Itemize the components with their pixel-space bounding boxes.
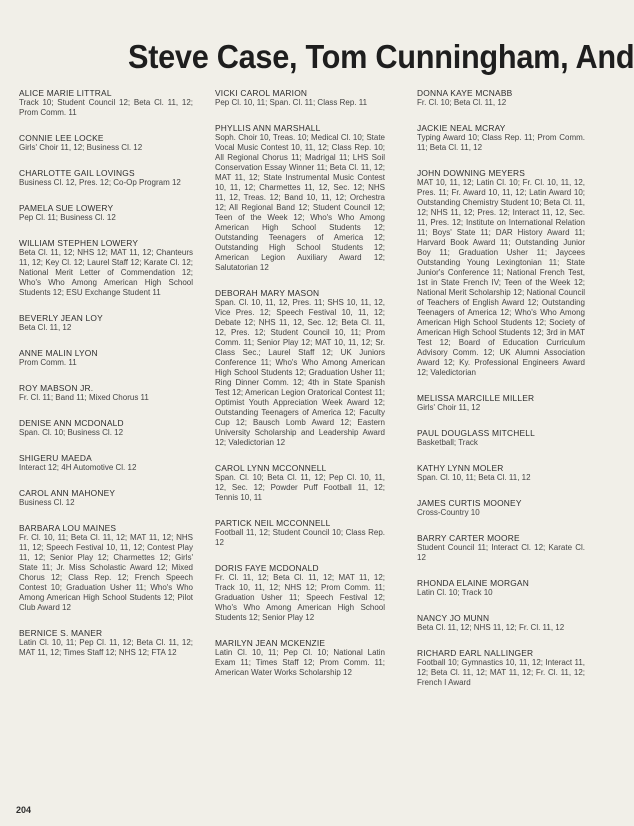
senior-entry [19,348,193,368]
senior-name: MELISSA MARCILLE MILLER [417,393,535,403]
senior-name: RHONDA ELAINE MORGAN [417,578,529,588]
senior-name: JACKIE NEAL MCRAY [417,123,506,133]
senior-activities: Football 10; Gymnastics 10, 11, 12; Interact 11, 12; Beta Cl. 11, 12; MAT 11, 12; Fr. Cl. 11, 12; French I Award [417,658,585,687]
column-1 [19,88,193,673]
senior-name: ANNE MALIN LYON [19,348,98,358]
senior-activities: Soph. Choir 10, Treas. 10; Medical Cl. 10; State Vocal Music Contest 10, 11, 12; Class Rep. 10; All Regional Chorus 11; Madrigal 11; LHS Soil Conservation Essay Winner 11; Beta Cl. 11, 12; MAT 11, 12; State Instrumental Music Contest 10, 11, 12; Charmettes 11, 12, Sec. 12; NHS 11, 12, Treas. 12; Band 10, 11, 12; Orchestra 12; All Regional Band 12; Student Council 12; Teen of the Week 12; Who's Who Among American High School Students 12; Outstanding Teenagers of America 12; Outstanding High School Students 12; American Legion Auxiliary Award 12; Salutatorian 12 [215,133,385,272]
senior-name: DEBORAH MARY MASON [215,288,320,298]
senior-name: WILLIAM STEPHEN LOWERY [19,238,139,248]
senior-name: SHIGERU MAEDA [19,453,92,463]
senior-name: PARTICK NEIL MCCONNELL [215,518,331,528]
senior-name: CAROL LYNN MCCONNELL [215,463,327,473]
senior-activities: Prom Comm. 11 [19,358,77,367]
senior-activities: Span. Cl. 10; Business Cl. 12 [19,428,124,437]
senior-entry [417,88,585,108]
senior-entry [19,523,193,613]
senior-activities: MAT 10, 11, 12; Latin Cl. 10; Fr. Cl. 10, 11, 12, Pres. 11; Fr. Award 10, 11, 12; Latin Award 10; Outstanding Chemistry Student 10; Beta Cl. 11, 12; NHS 11, 12; Pres. 12; Interact 11, 12, Sec. 11, Pres. 12; Institute on International Relation 11; Boys' State 11; DAR History Award 11; Harvard Book Award 11; Outstanding Junior Boy 11; Graduation Usher 11; Jaycees Outstanding Young Lexingtonian 11; State Junior's Conference 11; National French Test, 1st in State French IV; Teen of the Week 12; National Merit Scholarship 12; National Council of Teachers of English Award 12; Outstanding Teenagers of America 12; Who's Who Among American High School Students 12; Society of American High School Students 12; 3rd in MAT Test 12; Board of Education Curriculum Advisory Comm. 12; UK Alumni Association Award 12; Ky. Professional Engineers Award 12; Valedictorian [417,178,585,377]
senior-activities: Football 11, 12; Student Council 10; Class Rep. 12 [215,528,385,547]
senior-activities: Pep Cl. 10, 11; Span. Cl. 11; Class Rep. 11 [215,98,368,107]
senior-entry [417,498,585,518]
senior-entry [19,418,193,438]
senior-activities: Girls' Choir 11, 12 [417,403,481,412]
senior-activities: Fr. Cl. 11, 12; Beta Cl. 11, 12; MAT 11, 12; Track 10, 11, 12; NHS 12; Prom Comm. 11; Graduation Usher 11; Speech Festival 12; Who's Who Among American High School Students 12; Senior Play 12 [215,573,385,622]
senior-name: DORIS FAYE MCDONALD [215,563,319,573]
senior-activities: Beta Cl. 11, 12; NHS 11, 12; Fr. Cl. 11, 12 [417,623,565,632]
senior-activities: Pep Cl. 11; Business Cl. 12 [19,213,116,222]
senior-entry [417,393,585,413]
senior-activities: Fr. Cl. 10; Beta Cl. 11, 12 [417,98,507,107]
senior-activities: Beta Cl. 11, 12 [19,323,72,332]
senior-entry [19,203,193,223]
senior-activities: Span. Cl. 10; Beta Cl. 11, 12; Pep Cl. 10, 11, 12, Sec. 12; Powder Puff Football 11, 12; Tennis 10, 11 [215,473,385,502]
senior-entry [19,488,193,508]
senior-activities: Business Cl. 12, Pres. 12; Co-Op Program 12 [19,178,181,187]
senior-entry [215,563,385,623]
senior-name: BEVERLY JEAN LOY [19,313,103,323]
senior-entry [417,578,585,598]
senior-entry [215,123,385,273]
senior-name: PAMELA SUE LOWERY [19,203,114,213]
senior-name: CHARLOTTE GAIL LOVINGS [19,168,135,178]
senior-entry [215,463,385,503]
page-title: Steve Case, Tom Cunningham, And [128,38,634,75]
senior-activities: Latin Cl. 10; Track 10 [417,588,493,597]
senior-name: VICKI CAROL MARION [215,88,308,98]
senior-name: KATHY LYNN MOLER [417,463,504,473]
senior-entry [417,123,585,153]
senior-activities: Span. Cl. 10, 11; Beta Cl. 11, 12 [417,473,531,482]
senior-entry [417,463,585,483]
senior-entry [215,288,385,448]
senior-name: RICHARD EARL NALLINGER [417,648,534,658]
senior-entry [417,428,585,448]
column-2 [215,88,385,693]
senior-activities: Typing Award 10; Class Rep. 11; Prom Comm. 11; Beta Cl. 11, 12 [417,133,585,152]
senior-activities: Track 10; Student Council 12; Beta Cl. 11, 12; Prom Comm. 11 [19,98,193,117]
senior-activities: Fr. Cl. 10, 11; Beta Cl. 11, 12; MAT 11, 12; NHS 11, 12; Speech Festival 10, 11, 12; Contest Play 11, 12; Senior Play 12; Charmettes 12; Girls' State 11; Jr. Miss Scholastic Award 12; Mixed Chorus 12; Class Rep. 12; French Speech Contest 10; Graduation Usher 11; Who's Who Among American High School Students 12; Pilot Club Award 12 [19,533,193,612]
senior-name: JAMES CURTIS MOONEY [417,498,522,508]
senior-entry [19,238,193,298]
senior-name: PHYLLIS ANN MARSHALL [215,123,321,133]
senior-entry [19,453,193,473]
senior-name: PAUL DOUGLASS MITCHELL [417,428,535,438]
senior-name: NANCY JO MUNN [417,613,490,623]
senior-entry [215,638,385,678]
column-3 [417,88,585,703]
senior-name: BERNICE S. MANER [19,628,103,638]
senior-name: CAROL ANN MAHONEY [19,488,116,498]
senior-entry [417,613,585,633]
senior-name: DENISE ANN MCDONALD [19,418,124,428]
senior-activities: Business Cl. 12 [19,498,75,507]
senior-activities: Span. Cl. 10, 11, 12, Pres. 11; SHS 10, 11, 12, Vice Pres. 12; Speech Festival 10, 11, 12; Debate 12; NHS 11, 12, Sec. 12; Beta Cl. 11, 12, Pres. 12; Student Council 10, 11; Prom Comm. 11; Senior Play 12; MAT 10, 11, 12; Sr. Class Sec.; Laurel Staff 12; UK Juniors Conference 11; Who's Who Among American High School Students 12; Graduation Usher 11; Ring Dinner Comm. 12; 4th in State Spanish Test 12; American Legion Oratorical Contest 11; Optimist Youth Appreciation Week Award 12; Outstanding Teenagers of America 12; Faculty Cup 12; Bausch Lomb Award 12; Eastern University Scholarship and Leadership Award 12; Valedictorian 12 [215,298,385,447]
senior-entry [215,88,385,108]
senior-name: ALICE MARIE LITTRAL [19,88,112,98]
senior-name: CONNIE LEE LOCKE [19,133,104,143]
senior-activities: Fr. Cl. 11; Band 11; Mixed Chorus 11 [19,393,149,402]
senior-activities: Interact 12; 4H Automotive Cl. 12 [19,463,137,472]
senior-activities: Girls' Choir 11, 12; Business Cl. 12 [19,143,143,152]
senior-name: JOHN DOWNING MEYERS [417,168,526,178]
senior-name: MARILYN JEAN MCKENZIE [215,638,326,648]
senior-activities: Latin Cl. 10, 11; Pep Cl. 11, 12; Beta Cl. 11, 12; MAT 11, 12; Times Staff 12; NHS 12; FTA 12 [19,638,193,657]
senior-name: BARRY CARTER MOORE [417,533,520,543]
page-number: 204 [16,805,32,815]
senior-activities: Student Council 11; Interact Cl. 12; Karate Cl. 12 [417,543,585,562]
senior-entry [19,383,193,403]
senior-name: BARBARA LOU MAINES [19,523,117,533]
senior-activities: Cross-Country 10 [417,508,480,517]
senior-entry [19,628,193,658]
senior-entry [417,533,585,563]
senior-entry [417,168,585,378]
senior-entry [19,313,193,333]
senior-entry [19,168,193,188]
senior-activities: Basketball; Track [417,438,478,447]
senior-entry [19,88,193,118]
senior-name: DONNA KAYE MCNABB [417,88,513,98]
senior-activities: Beta Cl. 11, 12; NHS 12; MAT 11, 12; Chanteurs 11, 12; Key Cl. 12; Laurel Staff 12; Karate Cl. 12; National Merit Letter of Commendation 12; Who's Who Among American High School Students 12; ESU Exchange Student 11 [19,248,193,297]
senior-activities: Latin Cl. 10, 11; Pep Cl. 10; National Latin Exam 11; Times Staff 12; Prom Comm. 11; American Water Works Scholarship 12 [215,648,385,677]
senior-name: ROY MABSON JR. [19,383,94,393]
senior-entry [19,133,193,153]
senior-entry [417,648,585,688]
senior-entry [215,518,385,548]
